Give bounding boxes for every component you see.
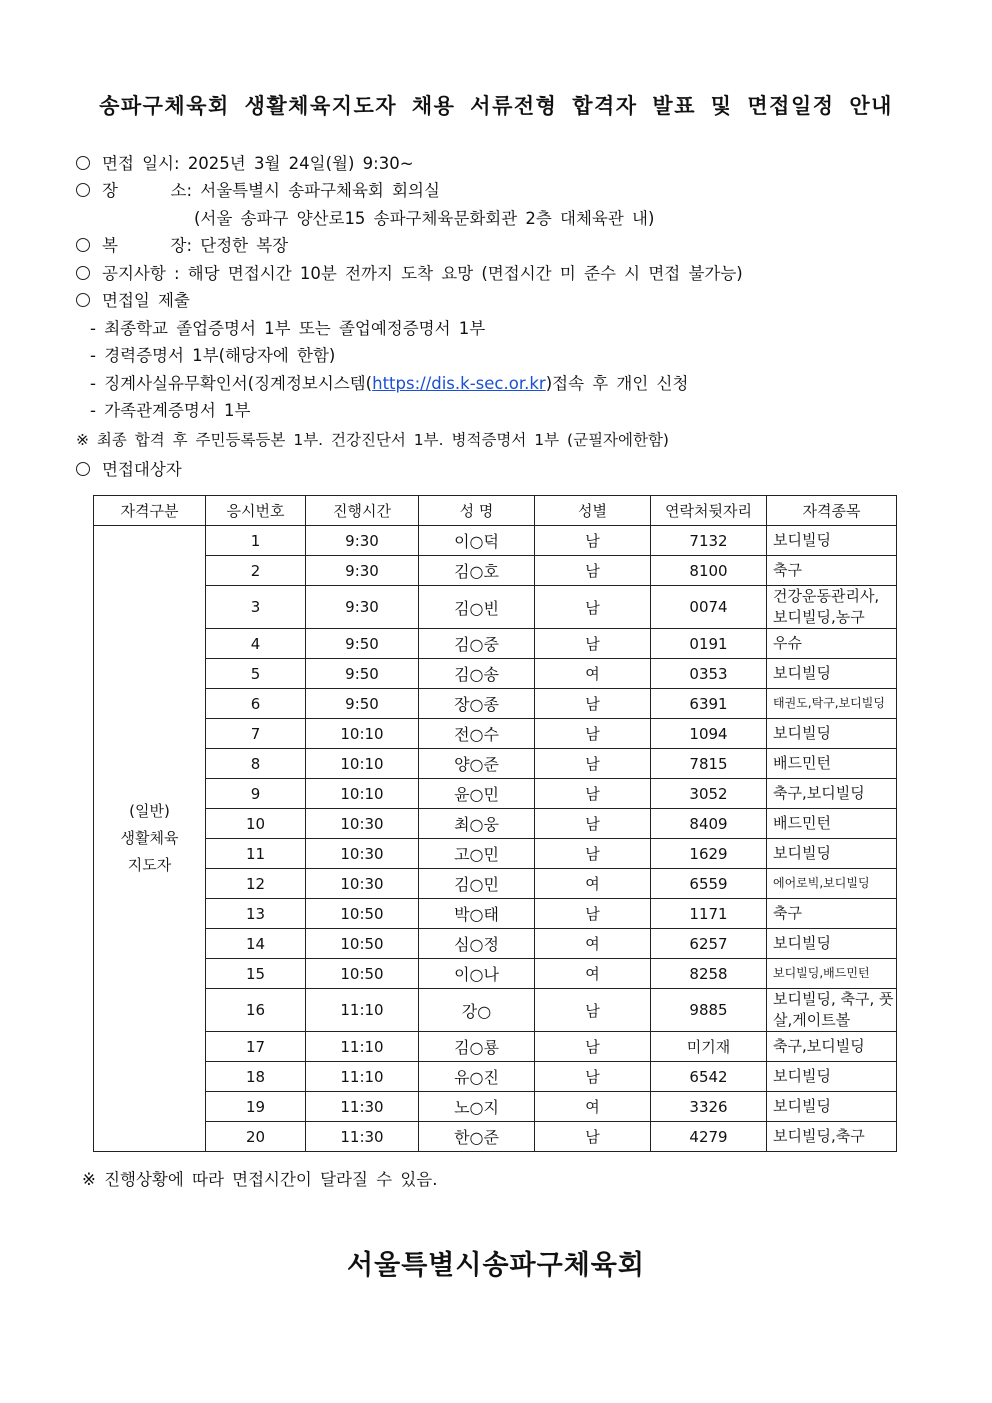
certification-cell: 배드민턴 [767, 749, 897, 779]
table-row [94, 959, 897, 989]
name-cell: 고○민 [419, 839, 535, 869]
gender-cell: 여 [535, 1092, 651, 1122]
table-row [94, 719, 897, 749]
gender-cell: 남 [535, 719, 651, 749]
table-row [94, 659, 897, 689]
notice-line [76, 260, 743, 284]
place-detail: (서울 송파구 양산로15 송파구체육문화회관 2층 대체육관 내) [194, 209, 655, 228]
gender-cell: 여 [535, 959, 651, 989]
name-cell: 김○호 [419, 556, 535, 586]
certification-cell: 보디빌딩 [767, 929, 897, 959]
gender-cell: 남 [535, 689, 651, 719]
table-row [94, 586, 897, 629]
name-cell: 심○정 [419, 929, 535, 959]
header-cell: 응시번호 [206, 496, 306, 526]
gender-cell: 여 [535, 659, 651, 689]
applicant-number-cell: 3 [206, 586, 306, 629]
applicant-number-cell: 7 [206, 719, 306, 749]
certification-cell: 보디빌딩 [767, 526, 897, 556]
certification-cell: 보디빌딩,축구 [767, 1122, 897, 1152]
date-value: 2025년 3월 24일(월) 9:30~ [187, 154, 414, 173]
table-row [94, 689, 897, 719]
targets-title: 면접대상자 [102, 460, 182, 479]
table-row [94, 1032, 897, 1062]
applicant-number-cell: 13 [206, 899, 306, 929]
category-line: 생활체육 [120, 829, 179, 847]
submit-item: - 경력증명서 1부(해당자에 한함) [90, 346, 336, 365]
gender-cell: 여 [535, 929, 651, 959]
date-label: 면접 일시: [102, 154, 180, 173]
certification-cell: 보디빌딩 [767, 839, 897, 869]
name-cell: 한○준 [419, 1122, 535, 1152]
table-row [94, 869, 897, 899]
circle-bullet-icon [76, 462, 90, 476]
phone-suffix-cell: 0191 [651, 629, 767, 659]
phone-suffix-cell: 1171 [651, 899, 767, 929]
table-row [94, 629, 897, 659]
applicant-number-cell: 20 [206, 1122, 306, 1152]
applicant-number-cell: 1 [206, 526, 306, 556]
circle-bullet-icon [76, 183, 90, 197]
circle-bullet-icon [76, 238, 90, 252]
submit-title: 면접일 제출 [102, 291, 190, 310]
phone-suffix-cell: 3052 [651, 779, 767, 809]
header-cell: 진행시간 [306, 496, 419, 526]
certification-cell: 보디빌딩,배드민턴 [767, 959, 897, 989]
attire-line [76, 232, 288, 256]
time-cell: 9:30 [306, 526, 419, 556]
certification-cell: 축구 [767, 899, 897, 929]
table-row [94, 779, 897, 809]
gender-cell: 여 [535, 869, 651, 899]
submit-item: - 가족관계증명서 1부 [90, 401, 251, 420]
gender-cell: 남 [535, 526, 651, 556]
phone-suffix-cell: 미기재 [651, 1032, 767, 1062]
phone-suffix-cell: 6542 [651, 1062, 767, 1092]
time-cell: 10:10 [306, 749, 419, 779]
applicant-number-cell: 6 [206, 689, 306, 719]
time-cell: 9:30 [306, 556, 419, 586]
name-cell: 김○룡 [419, 1032, 535, 1062]
header-cell: 연락처뒷자리 [651, 496, 767, 526]
phone-suffix-cell: 9885 [651, 989, 767, 1032]
certification-cell: 보디빌딩 [767, 659, 897, 689]
applicant-number-cell: 12 [206, 869, 306, 899]
phone-suffix-cell: 3326 [651, 1092, 767, 1122]
applicant-number-cell: 19 [206, 1092, 306, 1122]
name-cell: 김○빈 [419, 586, 535, 629]
time-cell: 10:30 [306, 839, 419, 869]
certification-cell: 축구 [767, 556, 897, 586]
gender-cell: 남 [535, 779, 651, 809]
gender-cell: 남 [535, 556, 651, 586]
attire-label: 복 장: [102, 236, 192, 255]
phone-suffix-cell: 8409 [651, 809, 767, 839]
certification-cell: 건강운동관리사, 보디빌딩,농구 [767, 586, 897, 629]
certification-cell: 보디빌딩 [767, 1092, 897, 1122]
header-cell: 성별 [535, 496, 651, 526]
time-cell: 9:50 [306, 629, 419, 659]
time-cell: 9:30 [306, 586, 419, 629]
gender-cell: 남 [535, 989, 651, 1032]
table-row [94, 839, 897, 869]
applicant-number-cell: 8 [206, 749, 306, 779]
name-cell: 장○종 [419, 689, 535, 719]
applicant-number-cell: 10 [206, 809, 306, 839]
applicant-number-cell: 9 [206, 779, 306, 809]
gender-cell: 남 [535, 809, 651, 839]
category-line: 지도자 [127, 856, 172, 874]
certification-cell: 축구,보디빌딩 [767, 1032, 897, 1062]
name-cell: 윤○민 [419, 779, 535, 809]
name-cell: 양○준 [419, 749, 535, 779]
attire-value: 단정한 복장 [200, 236, 289, 255]
time-cell: 10:50 [306, 899, 419, 929]
name-cell: 김○송 [419, 659, 535, 689]
place-label: 장 소: [102, 181, 192, 200]
applicant-number-cell: 2 [206, 556, 306, 586]
submit-title-line [76, 287, 190, 311]
name-cell: 노○지 [419, 1092, 535, 1122]
gender-cell: 남 [535, 629, 651, 659]
phone-suffix-cell: 7132 [651, 526, 767, 556]
applicant-number-cell: 14 [206, 929, 306, 959]
name-cell: 강○ [419, 989, 535, 1032]
phone-suffix-cell: 8100 [651, 556, 767, 586]
time-cell: 11:10 [306, 1062, 419, 1092]
name-cell: 김○민 [419, 869, 535, 899]
time-cell: 11:30 [306, 1092, 419, 1122]
category-line: (일반) [129, 802, 170, 820]
header-cell: 자격구분 [94, 496, 206, 526]
phone-suffix-cell: 6391 [651, 689, 767, 719]
footnote: ※ 진행상황에 따라 면접시간이 달라질 수 있음. [82, 1170, 438, 1189]
candidate-table [93, 495, 897, 1152]
page-title: 송파구체육회 생활체육지도자 채용 서류전형 합격자 발표 및 면접일정 안내 [99, 94, 893, 118]
table-row [94, 1062, 897, 1092]
applicant-number-cell: 17 [206, 1032, 306, 1062]
applicant-number-cell: 4 [206, 629, 306, 659]
submit-item-disciplinary: - 징계사실유무확인서(징계정보시스템(https://dis.k-sec.or.kr)접속 후 개인 신청 [90, 374, 689, 393]
certification-cell: 태권도,탁구,보디빌딩 [767, 689, 897, 719]
table-row [94, 929, 897, 959]
applicant-number-cell: 16 [206, 989, 306, 1032]
time-cell: 10:50 [306, 959, 419, 989]
certification-cell: 에어로빅,보디빌딩 [767, 869, 897, 899]
applicant-number-cell: 18 [206, 1062, 306, 1092]
time-cell: 10:10 [306, 719, 419, 749]
table-row [94, 809, 897, 839]
targets-title-line [76, 456, 182, 480]
interview-place-line [76, 177, 440, 201]
time-cell: 11:10 [306, 989, 419, 1032]
place-value: 서울특별시 송파구체육회 회의실 [200, 181, 440, 200]
applicant-number-cell: 5 [206, 659, 306, 689]
certification-cell: 축구,보디빌딩 [767, 779, 897, 809]
table-row [94, 526, 897, 556]
circle-bullet-icon [76, 293, 90, 307]
submit-item: - 최종학교 졸업증명서 1부 또는 졸업예정증명서 1부 [90, 319, 486, 338]
table-row [94, 899, 897, 929]
time-cell: 10:30 [306, 809, 419, 839]
certification-cell: 우슈 [767, 629, 897, 659]
name-cell: 이○나 [419, 959, 535, 989]
name-cell: 전○수 [419, 719, 535, 749]
header-cell: 자격종목 [767, 496, 897, 526]
name-cell: 유○진 [419, 1062, 535, 1092]
table-row [94, 1092, 897, 1122]
phone-suffix-cell: 8258 [651, 959, 767, 989]
name-cell: 이○덕 [419, 526, 535, 556]
applicant-number-cell: 15 [206, 959, 306, 989]
gender-cell: 남 [535, 899, 651, 929]
table-row [94, 1122, 897, 1152]
time-cell: 11:10 [306, 1032, 419, 1062]
name-cell: 김○중 [419, 629, 535, 659]
notice-text: 공지사항 : 해당 면접시간 10분 전까지 도착 요망 (면접시간 미 준수 시 면접 불가능) [102, 264, 743, 283]
phone-suffix-cell: 0074 [651, 586, 767, 629]
table-header-row [94, 496, 897, 526]
gender-cell: 남 [535, 839, 651, 869]
gender-cell: 남 [535, 1062, 651, 1092]
table-row [94, 989, 897, 1032]
certification-cell: 보디빌딩, 축구, 풋살,게이트볼 [767, 989, 897, 1032]
phone-suffix-cell: 1629 [651, 839, 767, 869]
phone-suffix-cell: 1094 [651, 719, 767, 749]
name-cell: 최○웅 [419, 809, 535, 839]
time-cell: 10:10 [306, 779, 419, 809]
table-body [94, 526, 897, 1152]
gender-cell: 남 [535, 1032, 651, 1062]
header-cell: 성 명 [419, 496, 535, 526]
name-cell: 박○태 [419, 899, 535, 929]
gender-cell: 남 [535, 586, 651, 629]
circle-bullet-icon [76, 156, 90, 170]
certification-cell: 보디빌딩 [767, 1062, 897, 1092]
certification-cell: 보디빌딩 [767, 719, 897, 749]
gender-cell: 남 [535, 1122, 651, 1152]
time-cell: 9:50 [306, 659, 419, 689]
time-cell: 9:50 [306, 689, 419, 719]
table-row [94, 749, 897, 779]
final-note: ※ 최종 합격 후 주민등록등본 1부. 건강진단서 1부. 병적증명서 1부 (군필자에한함) [76, 431, 669, 449]
disciplinary-system-link[interactable]: https://dis.k-sec.or.kr [372, 374, 546, 393]
table-row [94, 556, 897, 586]
time-cell: 10:30 [306, 869, 419, 899]
interview-date-line [76, 150, 414, 174]
time-cell: 11:30 [306, 1122, 419, 1152]
applicant-number-cell: 11 [206, 839, 306, 869]
certification-cell: 배드민턴 [767, 809, 897, 839]
circle-bullet-icon [76, 266, 90, 280]
category-cell [94, 526, 206, 1152]
phone-suffix-cell: 7815 [651, 749, 767, 779]
phone-suffix-cell: 4279 [651, 1122, 767, 1152]
phone-suffix-cell: 0353 [651, 659, 767, 689]
organization-name: 서울특별시송파구체육회 [347, 1250, 645, 1281]
phone-suffix-cell: 6257 [651, 929, 767, 959]
gender-cell: 남 [535, 749, 651, 779]
time-cell: 10:50 [306, 929, 419, 959]
phone-suffix-cell: 6559 [651, 869, 767, 899]
